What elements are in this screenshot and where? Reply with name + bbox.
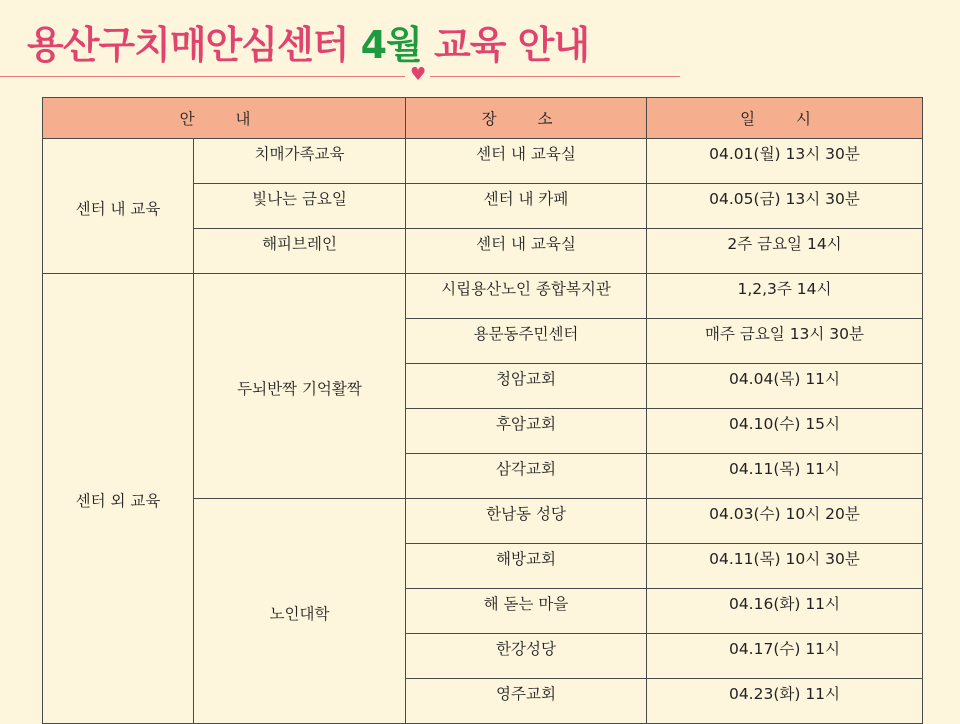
- header-place: 장 소: [406, 98, 647, 139]
- place-cell: 영주교회: [406, 679, 647, 724]
- time-cell: 04.03(수) 10시 20분: [647, 499, 923, 544]
- time-cell: 2주 금요일 14시: [647, 229, 923, 274]
- place-cell: 시립용산노인 종합복지관: [406, 274, 647, 319]
- time-cell: 04.05(금) 13시 30분: [647, 184, 923, 229]
- heart-icon: ♥: [410, 64, 427, 85]
- place-cell: 한남동 성당: [406, 499, 647, 544]
- place-cell: 해방교회: [406, 544, 647, 589]
- place-cell: 해 돋는 마을: [406, 589, 647, 634]
- time-cell: 04.10(수) 15시: [647, 409, 923, 454]
- program-cell: 노인대학: [194, 499, 406, 724]
- time-cell: 04.04(목) 11시: [647, 364, 923, 409]
- title-underline-right: [430, 76, 680, 77]
- time-cell: 04.16(화) 11시: [647, 589, 923, 634]
- program-cell: 치매가족교육: [194, 139, 406, 184]
- time-cell: 04.17(수) 11시: [647, 634, 923, 679]
- program-cell: 해피브레인: [194, 229, 406, 274]
- title-suffix: 교육 안내: [421, 23, 590, 67]
- time-cell: 04.11(목) 11시: [647, 454, 923, 499]
- place-cell: 삼각교회: [406, 454, 647, 499]
- page-title: [27, 14, 589, 69]
- place-cell: 센터 내 카페: [406, 184, 647, 229]
- place-cell: 용문동주민센터: [406, 319, 647, 364]
- group-label-inside: 센터 내 교육: [43, 139, 194, 274]
- table-row: [43, 139, 923, 184]
- time-cell: 04.11(목) 10시 30분: [647, 544, 923, 589]
- group-label-outside: 센터 외 교육: [43, 274, 194, 724]
- title-underline-left: [0, 76, 405, 77]
- program-cell: 빛나는 금요일: [194, 184, 406, 229]
- title-month: 4월: [360, 23, 422, 67]
- time-cell: 04.23(화) 11시: [647, 679, 923, 724]
- title-center-name: 용산구치매안심센터: [27, 23, 361, 67]
- time-cell: 매주 금요일 13시 30분: [647, 319, 923, 364]
- place-cell: 후암교회: [406, 409, 647, 454]
- time-cell: 1,2,3주 14시: [647, 274, 923, 319]
- schedule-table: [42, 97, 923, 724]
- place-cell: 청암교회: [406, 364, 647, 409]
- place-cell: 한강성당: [406, 634, 647, 679]
- program-cell: 두뇌반짝 기억활짝: [194, 274, 406, 499]
- place-cell: 센터 내 교육실: [406, 139, 647, 184]
- header-time: 일 시: [647, 98, 923, 139]
- table-row: [43, 274, 923, 319]
- time-cell: 04.01(월) 13시 30분: [647, 139, 923, 184]
- table-header-row: [43, 98, 923, 139]
- header-guide: 안 내: [43, 98, 406, 139]
- place-cell: 센터 내 교육실: [406, 229, 647, 274]
